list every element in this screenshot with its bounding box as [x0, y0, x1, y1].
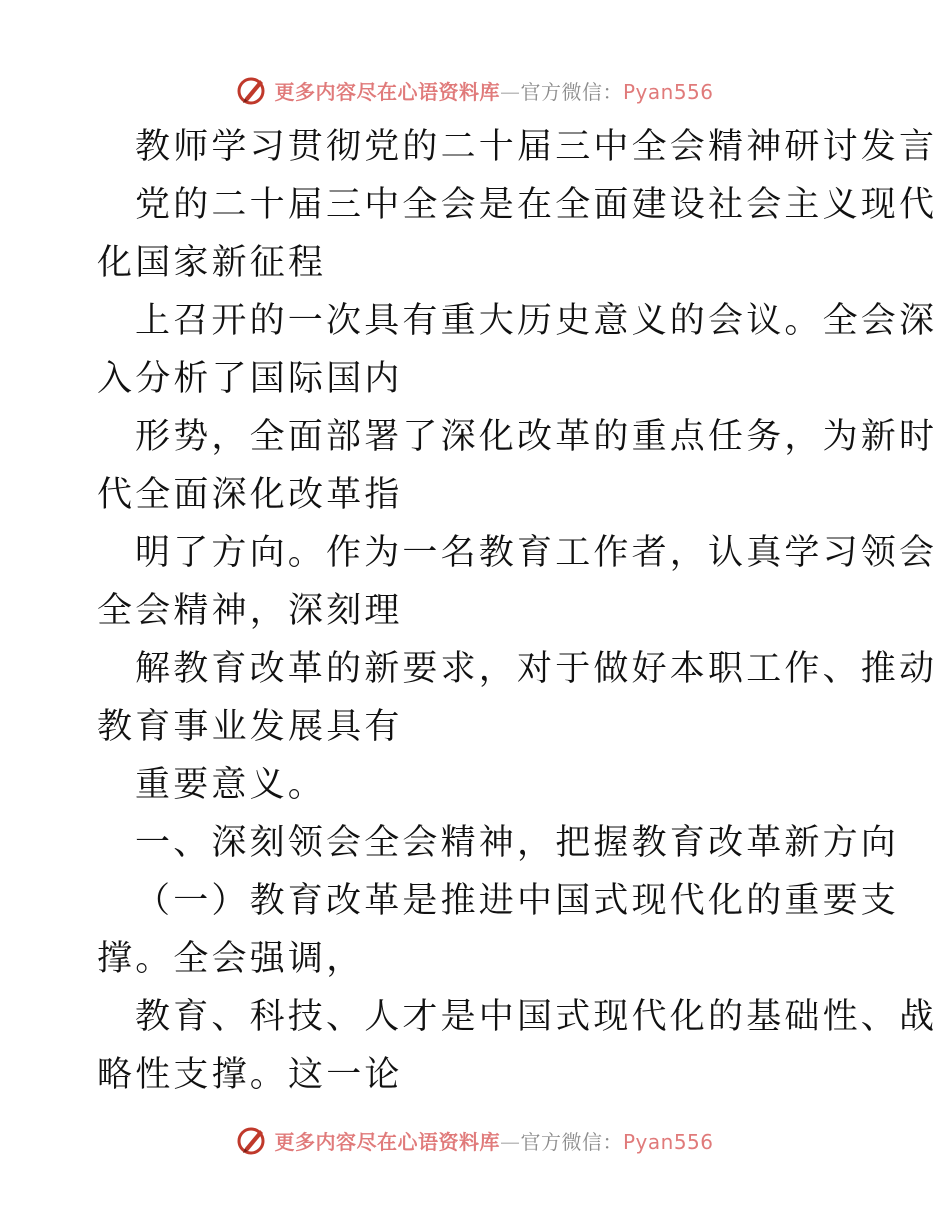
banner-wechat-id: Pyan556	[622, 1129, 714, 1154]
paragraph-line: 形势，全面部署了深化改革的重点任务，为新时	[135, 417, 938, 457]
paragraph-line: 代全面深化改革指	[97, 475, 403, 515]
footer-banner-text	[274, 1126, 713, 1155]
paragraph-line: 教育事业发展具有	[97, 707, 403, 747]
banner-dash: —	[499, 79, 521, 104]
paragraph-line: 重要意义。	[135, 765, 327, 805]
paragraph-line: 全会精神，深刻理	[97, 591, 403, 631]
paragraph-line: 撑。全会强调，	[97, 939, 365, 979]
banner-dash: —	[499, 1129, 521, 1154]
banner-main-text: 更多内容尽在心语资料库	[274, 1129, 500, 1154]
subsection-heading: （一）教育改革是推进中国式现代化的重要支	[135, 881, 900, 921]
paragraph-line: 教育、科技、人才是中国式现代化的基础性、战	[135, 997, 938, 1037]
paragraph-line: 入分析了国际国内	[97, 359, 403, 399]
header-banner	[0, 70, 950, 110]
pen-logo-icon	[236, 74, 268, 106]
paragraph-line: 化国家新征程	[97, 243, 327, 283]
paragraph-line: 略性支撑。这一论	[97, 1055, 403, 1095]
paragraph-line: 上召开的一次具有重大历史意义的会议。全会深	[135, 301, 938, 341]
pen-logo-icon	[236, 1124, 268, 1156]
document-title: 教师学习贯彻党的二十届三中全会精神研讨发言	[135, 127, 938, 167]
section-heading: 一、深刻领会全会精神，把握教育改革新方向	[135, 823, 900, 863]
footer-banner	[0, 1120, 950, 1160]
paragraph-line: 党的二十届三中全会是在全面建设社会主义现代	[135, 185, 938, 225]
banner-wechat-label: 官方微信：	[520, 1129, 623, 1154]
banner-wechat-id: Pyan556	[622, 79, 714, 104]
header-banner-text	[274, 76, 713, 105]
banner-wechat-label: 官方微信：	[520, 79, 623, 104]
document-body	[97, 118, 938, 1104]
banner-main-text: 更多内容尽在心语资料库	[274, 79, 500, 104]
paragraph-line: 解教育改革的新要求，对于做好本职工作、推动	[135, 649, 938, 689]
paragraph-line: 明了方向。作为一名教育工作者，认真学习领会	[135, 533, 938, 573]
